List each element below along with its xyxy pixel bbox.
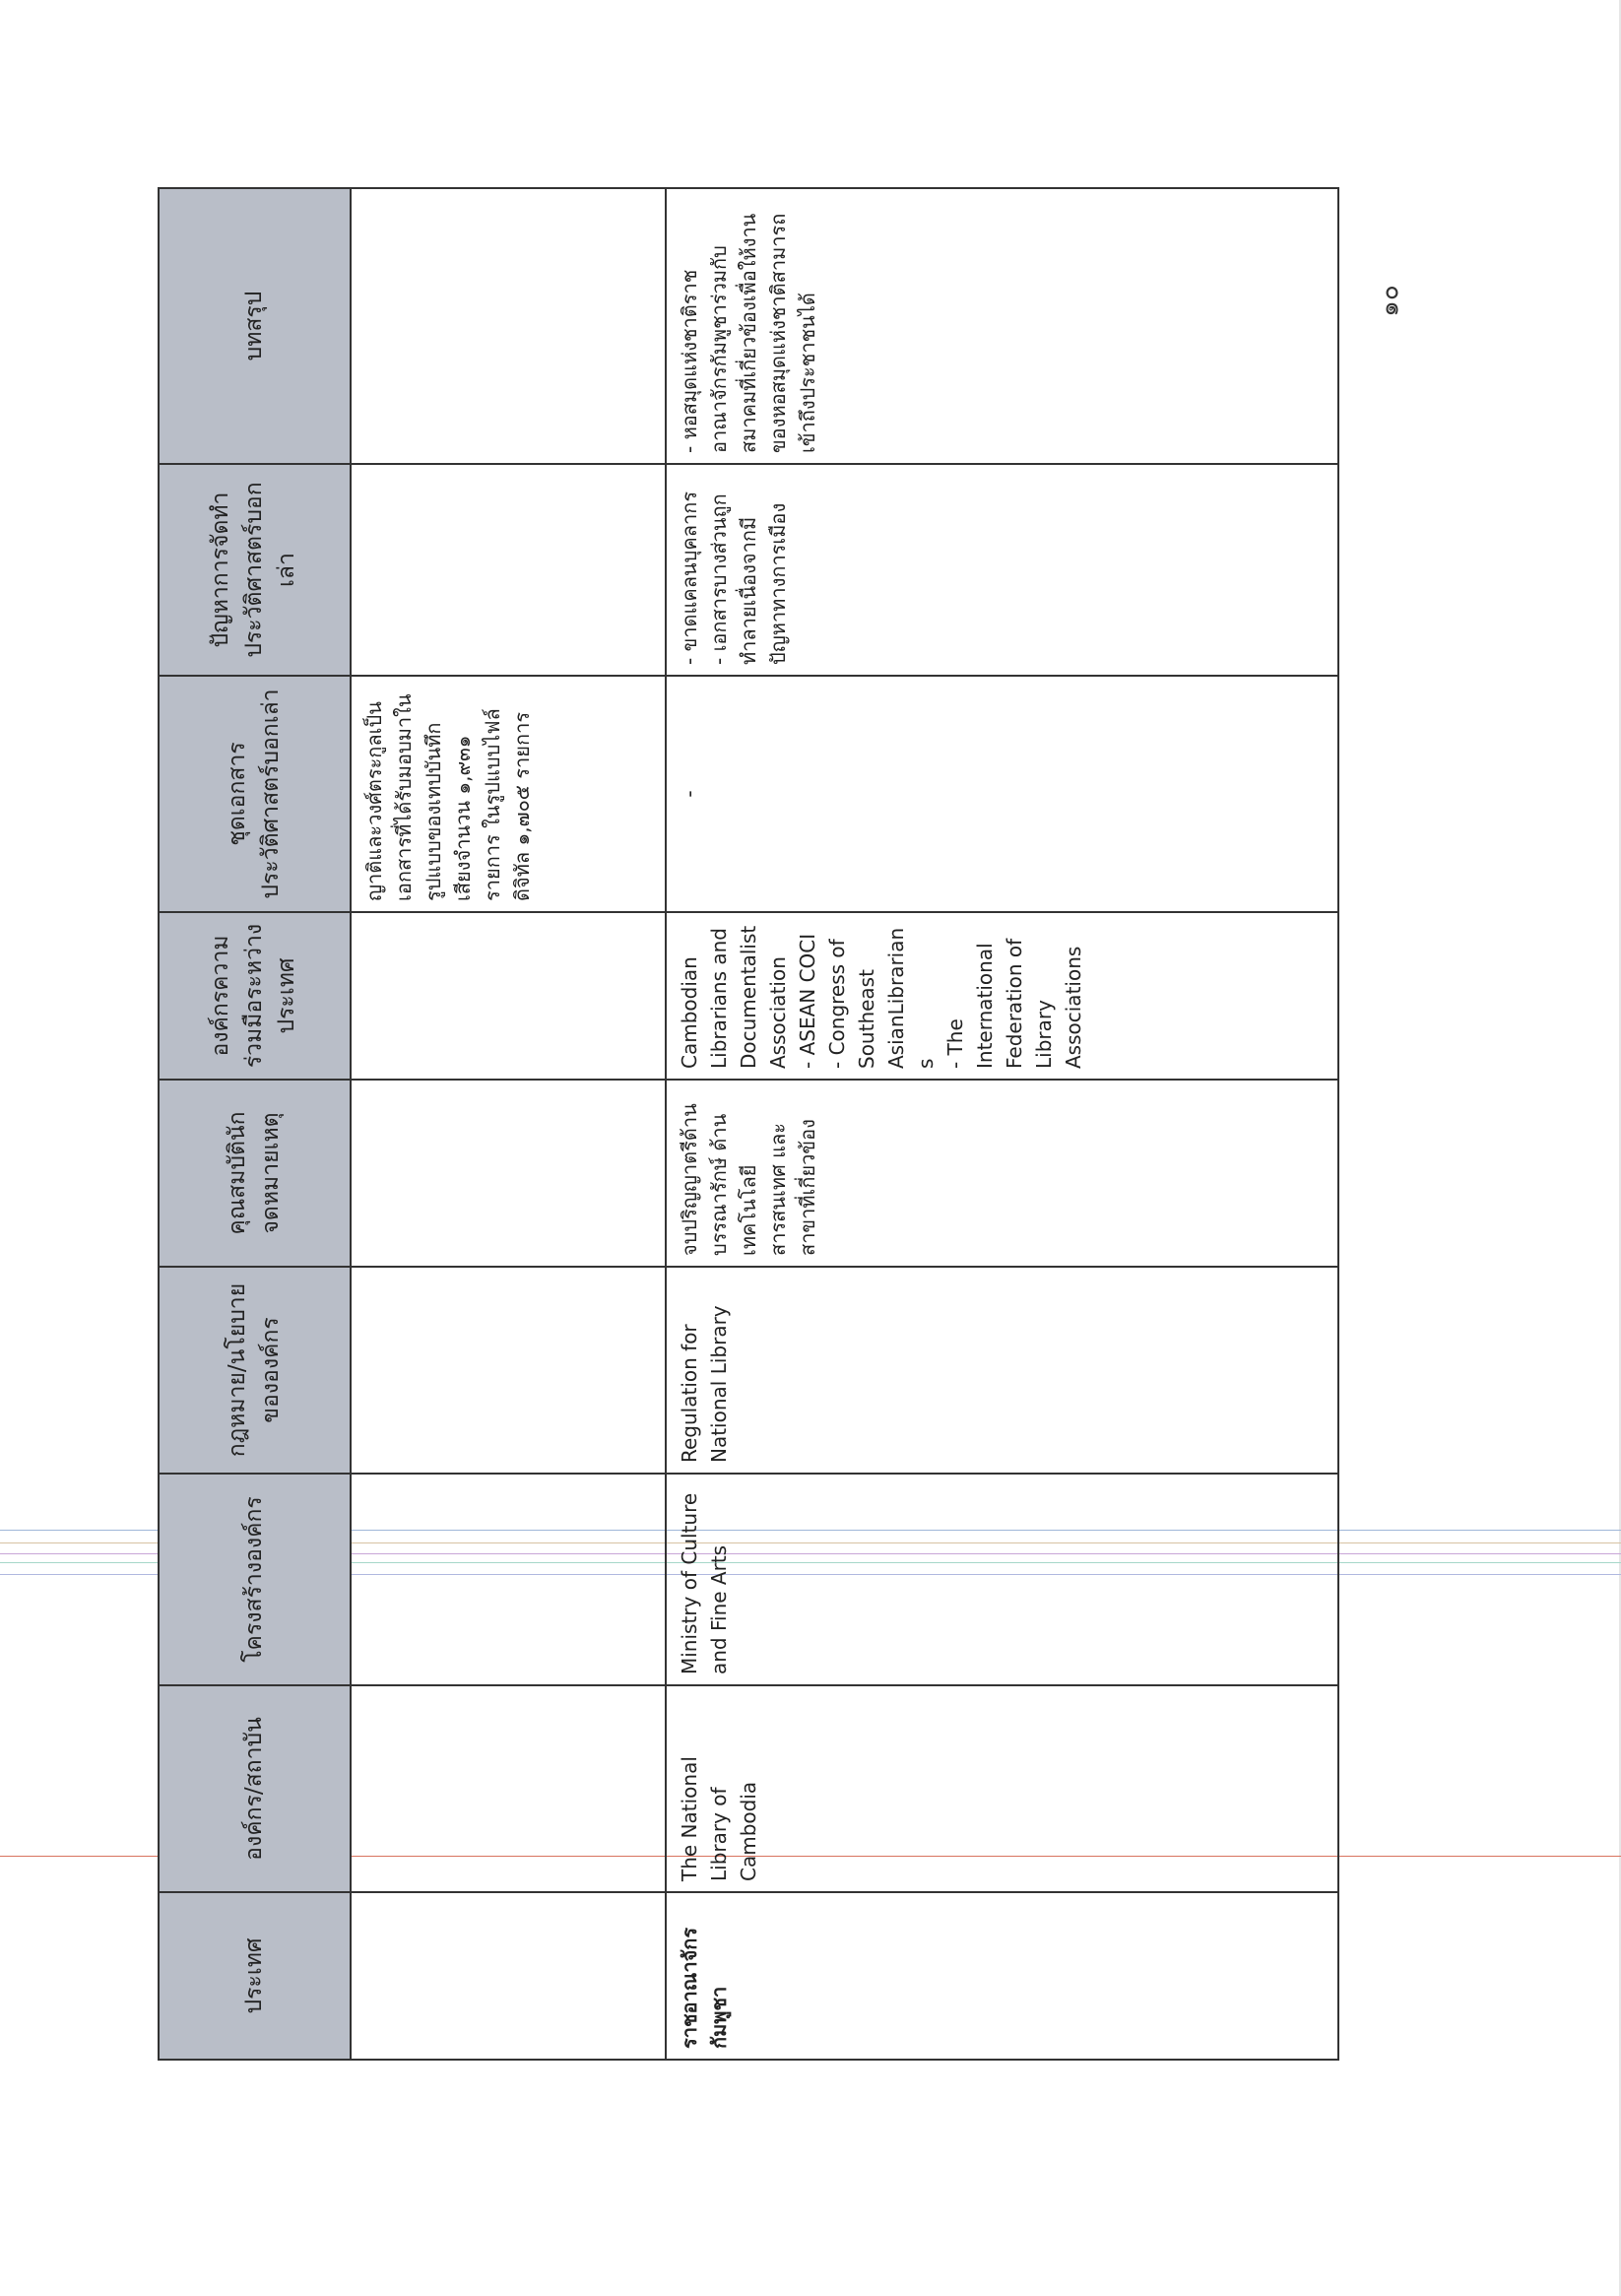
header-institution: องค์กร/สถาบัน <box>159 1685 351 1892</box>
cell-problems: - ขาดแคลนบุคลากร - เอกสารบางส่วนถูกทำลายเนื่องจากมีปัญหาทางการเมือง <box>666 464 1338 676</box>
cell-qualification <box>351 1080 666 1267</box>
cell-qualification: จบปริญญาตรีด้านบรรณารักษ์ ด้านเทคโนโลยีสารสนเทศ และสาขาที่เกี่ยวข้อง <box>666 1080 1338 1267</box>
table-row <box>666 188 1338 2060</box>
header-archivist-qualification: คุณสมบัตินักจดหมายเหตุ <box>159 1080 351 1267</box>
header-law-policy: กฎหมาย/นโยบายขององค์กร <box>159 1267 351 1474</box>
cell-law: Regulation for National Library <box>666 1267 1338 1474</box>
cell-structure <box>351 1474 666 1685</box>
cell-country: ราชอาณาจักรกัมพูชา <box>666 1892 1338 2060</box>
page-number: ๑๐ <box>1375 285 1405 317</box>
cell-cooperation <box>351 912 666 1080</box>
header-oral-history-problems: ปัญหาการจัดทำประวัติศาสตร์บอกเล่า <box>159 464 351 676</box>
cell-institution <box>351 1685 666 1892</box>
table-row <box>351 188 666 2060</box>
cell-summary: - หอสมุดแห่งชาติราชอาณาจักรกัมพูชาร่วมกับสมาคมที่เกี่ยวข้องเพื่อให้งานของหอสมุดแห่งชาติสามารถเข้าถึงประชาชนได้ <box>666 188 1338 464</box>
rotated-table-wrapper <box>158 189 1339 2061</box>
comparison-table <box>158 187 1339 2061</box>
cell-collection: ญาติและวงศ์ตระกูลเป็นเอกสารที่ได้รับมอบมาในรูปแบบของเทปบันทึกเสียงจำนวน ๑,๙๓๑ รายการ ในรูปแบบไฟล์ดิจิทัล ๑,๗๐๕ รายการ <box>351 676 666 912</box>
cell-institution: The National Library of Cambodia <box>666 1685 1338 1892</box>
cell-problems <box>351 464 666 676</box>
header-summary: บทสรุป <box>159 188 351 464</box>
header-oral-history-collection: ชุดเอกสารประวัติศาสตร์บอกเล่า <box>159 676 351 912</box>
cell-collection: - <box>666 676 1338 912</box>
cell-country <box>351 1892 666 2060</box>
header-international-cooperation: องค์กรความร่วมมือระหว่างประเทศ <box>159 912 351 1080</box>
header-structure: โครงสร้างองค์กร <box>159 1474 351 1685</box>
cell-cooperation: Cambodian Librarians and Documentalist Association - ASEAN COCI - Congress of Southeast AsianLibrarians - The International Federation of Library Associations <box>666 912 1338 1080</box>
cell-structure: Ministry of Culture and Fine Arts <box>666 1474 1338 1685</box>
header-row <box>159 188 351 2060</box>
cell-law <box>351 1267 666 1474</box>
cell-summary <box>351 188 666 464</box>
header-country: ประเทศ <box>159 1892 351 2060</box>
